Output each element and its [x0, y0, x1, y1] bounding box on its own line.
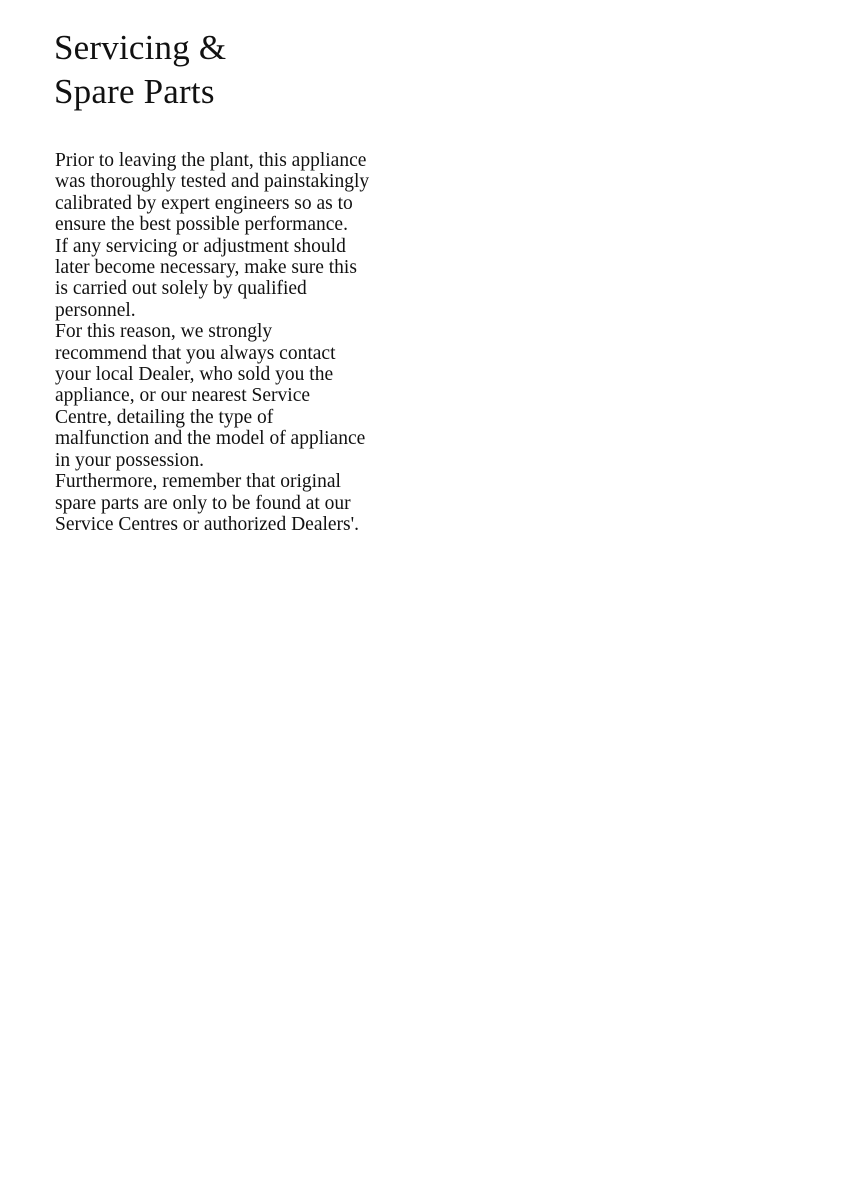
body-line: in your possession. — [55, 449, 204, 471]
body-line: later become necessary, make sure this — [55, 257, 357, 279]
body-line: appliance, or our nearest Service — [55, 385, 311, 407]
body-line: malfunction and the model of appliance — [55, 428, 366, 450]
body-line: Centre, detailing the type of — [55, 406, 274, 428]
body-line: personnel. — [55, 299, 136, 321]
body-line: Prior to leaving the plant, this appliance — [55, 150, 367, 171]
body-line: recommend that you always contact — [55, 342, 336, 364]
body-line: ensure the best possible performance. — [55, 214, 348, 236]
body-line: Furthermore, remember that original — [55, 471, 341, 493]
body-line: calibrated by expert engineers so as to — [55, 192, 353, 214]
body-line: your local Dealer, who sold you the — [55, 364, 334, 386]
body-paragraph — [55, 150, 475, 535]
body-line: spare parts are only to be found at our — [55, 492, 351, 514]
title-line: Spare Parts — [54, 72, 215, 111]
body-line: For this reason, we strongly — [55, 321, 273, 343]
body-line: is carried out solely by qualified — [55, 278, 307, 300]
body-line: was thoroughly tested and painstakingly — [55, 171, 370, 193]
body-line: Service Centres or authorized Dealers'. — [55, 513, 360, 535]
body-line: If any servicing or adjustment should — [55, 235, 346, 257]
title-line: Servicing & — [54, 28, 227, 67]
page-title — [54, 26, 226, 114]
